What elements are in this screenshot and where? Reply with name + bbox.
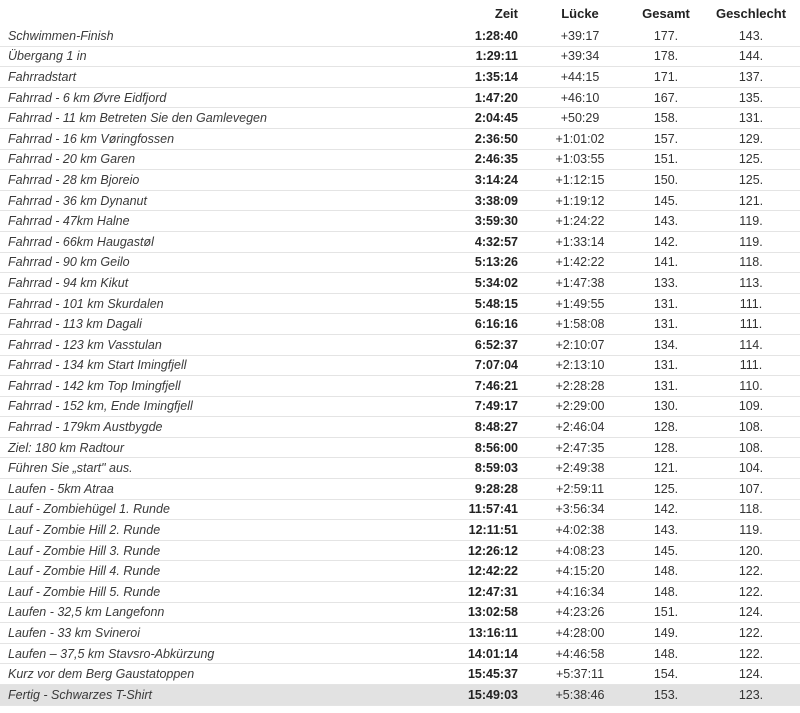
split-name: Fahrradstart — [0, 67, 430, 88]
split-time: 8:56:00 — [430, 437, 530, 458]
split-gap: +2:28:28 — [530, 376, 630, 397]
table-row — [0, 437, 800, 458]
rank-overall: 143. — [630, 211, 702, 232]
rank-overall: 148. — [630, 561, 702, 582]
split-gap: +2:46:04 — [530, 417, 630, 438]
split-time: 7:49:17 — [430, 396, 530, 417]
table-row — [0, 623, 800, 644]
table-row — [0, 417, 800, 438]
split-gap: +2:47:35 — [530, 437, 630, 458]
split-time: 5:48:15 — [430, 293, 530, 314]
header-zeit: Zeit — [494, 5, 518, 21]
rank-overall: 125. — [630, 479, 702, 500]
rank-overall: 150. — [630, 170, 702, 191]
split-time: 2:04:45 — [430, 108, 530, 129]
header-geschlecht: Geschlecht — [715, 5, 787, 21]
rank-gender: 124. — [702, 602, 800, 623]
split-gap: +1:24:22 — [530, 211, 630, 232]
rank-overall: 151. — [630, 602, 702, 623]
rank-overall: 142. — [630, 499, 702, 520]
split-time: 1:28:40 — [430, 26, 530, 46]
rank-overall: 131. — [630, 376, 702, 397]
split-gap: +4:08:23 — [530, 540, 630, 561]
split-name: Fahrrad - 16 km Vøringfossen — [0, 128, 430, 149]
split-gap: +1:19:12 — [530, 190, 630, 211]
split-gap: +4:15:20 — [530, 561, 630, 582]
split-name: Fahrrad - 123 km Vasstulan — [0, 334, 430, 355]
rank-gender: 120. — [702, 540, 800, 561]
rank-overall: 142. — [630, 231, 702, 252]
split-name: Lauf - Zombiehügel 1. Runde — [0, 499, 430, 520]
rank-overall: 148. — [630, 643, 702, 664]
split-gap: +2:13:10 — [530, 355, 630, 376]
rank-overall: 133. — [630, 273, 702, 294]
rank-gender: 131. — [702, 108, 800, 129]
table-row — [0, 190, 800, 211]
table-row — [0, 664, 800, 685]
split-name: Übergang 1 in — [0, 46, 430, 67]
rank-overall: 171. — [630, 67, 702, 88]
split-time: 7:46:21 — [430, 376, 530, 397]
rank-overall: 128. — [630, 437, 702, 458]
split-gap: +50:29 — [530, 108, 630, 129]
rank-gender: 125. — [702, 170, 800, 191]
header-luecke: Lücke — [561, 5, 599, 21]
split-time: 12:47:31 — [430, 582, 530, 603]
split-gap: +4:23:26 — [530, 602, 630, 623]
split-time: 13:02:58 — [430, 602, 530, 623]
split-gap: +1:58:08 — [530, 314, 630, 335]
split-name: Fahrrad - 66km Haugastøl — [0, 231, 430, 252]
split-gap: +3:56:34 — [530, 499, 630, 520]
split-time: 4:32:57 — [430, 231, 530, 252]
rank-overall: 134. — [630, 334, 702, 355]
table-row — [0, 128, 800, 149]
split-time: 1:47:20 — [430, 87, 530, 108]
split-time: 15:49:03 — [430, 685, 530, 706]
split-gap: +39:17 — [530, 26, 630, 46]
rank-gender: 135. — [702, 87, 800, 108]
table-row — [0, 479, 800, 500]
rank-gender: 121. — [702, 190, 800, 211]
rank-overall: 145. — [630, 190, 702, 211]
split-name: Lauf - Zombie Hill 3. Runde — [0, 540, 430, 561]
table-row — [0, 376, 800, 397]
split-name: Fahrrad - 101 km Skurdalen — [0, 293, 430, 314]
rank-gender: 122. — [702, 582, 800, 603]
rank-gender: 137. — [702, 67, 800, 88]
split-name: Fahrrad - 11 km Betreten Sie den Gamlevegen — [0, 108, 430, 129]
split-gap: +2:59:11 — [530, 479, 630, 500]
split-gap: +1:03:55 — [530, 149, 630, 170]
rank-overall: 131. — [630, 293, 702, 314]
table-row — [0, 355, 800, 376]
rank-gender: 104. — [702, 458, 800, 479]
rank-overall: 157. — [630, 128, 702, 149]
split-time: 5:34:02 — [430, 273, 530, 294]
rank-overall: 131. — [630, 355, 702, 376]
split-gap: +1:49:55 — [530, 293, 630, 314]
split-time: 8:48:27 — [430, 417, 530, 438]
table-row — [0, 458, 800, 479]
split-gap: +1:33:14 — [530, 231, 630, 252]
split-name: Fahrrad - 142 km Top Imingfjell — [0, 376, 430, 397]
table-row — [0, 540, 800, 561]
split-name: Fertig - Schwarzes T-Shirt — [0, 685, 430, 706]
split-name: Fahrrad - 36 km Dynanut — [0, 190, 430, 211]
table-row — [0, 499, 800, 520]
rank-gender: 114. — [702, 334, 800, 355]
split-name: Fahrrad - 113 km Dagali — [0, 314, 430, 335]
rank-gender: 107. — [702, 479, 800, 500]
rank-gender: 119. — [702, 211, 800, 232]
rank-gender: 111. — [702, 314, 800, 335]
split-name: Ziel: 180 km Radtour — [0, 437, 430, 458]
rank-overall: 130. — [630, 396, 702, 417]
table-row — [0, 170, 800, 191]
split-name: Fahrrad - 152 km, Ende Imingfjell — [0, 396, 430, 417]
rank-overall: 121. — [630, 458, 702, 479]
table-row — [0, 396, 800, 417]
split-name: Laufen - 33 km Svineroi — [0, 623, 430, 644]
rank-overall: 154. — [630, 664, 702, 685]
split-name: Führen Sie „start" aus. — [0, 458, 430, 479]
rank-overall: 145. — [630, 540, 702, 561]
split-time: 15:45:37 — [430, 664, 530, 685]
split-name: Laufen – 37,5 km Stavsro-Abkürzung — [0, 643, 430, 664]
split-gap: +5:38:46 — [530, 685, 630, 706]
split-name: Fahrrad - 90 km Geilo — [0, 252, 430, 273]
table-header-row — [0, 0, 800, 26]
split-gap: +1:12:15 — [530, 170, 630, 191]
split-time: 5:13:26 — [430, 252, 530, 273]
rank-overall: 151. — [630, 149, 702, 170]
split-name: Fahrrad - 134 km Start Imingfjell — [0, 355, 430, 376]
rank-overall: 149. — [630, 623, 702, 644]
rank-gender: 110. — [702, 376, 800, 397]
split-time: 14:01:14 — [430, 643, 530, 664]
split-gap: +1:01:02 — [530, 128, 630, 149]
table-row — [0, 293, 800, 314]
split-name: Lauf - Zombie Hill 5. Runde — [0, 582, 430, 603]
split-name: Schwimmen-Finish — [0, 26, 430, 46]
split-time: 2:36:50 — [430, 128, 530, 149]
split-gap: +44:15 — [530, 67, 630, 88]
split-time: 7:07:04 — [430, 355, 530, 376]
header-name — [0, 0, 430, 26]
rank-gender: 125. — [702, 149, 800, 170]
rank-gender: 144. — [702, 46, 800, 67]
table-row — [0, 26, 800, 46]
rank-gender: 111. — [702, 355, 800, 376]
split-gap: +46:10 — [530, 87, 630, 108]
table-row — [0, 334, 800, 355]
table-row — [0, 314, 800, 335]
rank-gender: 108. — [702, 417, 800, 438]
split-gap: +1:47:38 — [530, 273, 630, 294]
rank-gender: 122. — [702, 623, 800, 644]
table-row — [0, 67, 800, 88]
rank-gender: 143. — [702, 26, 800, 46]
split-time: 11:57:41 — [430, 499, 530, 520]
rank-overall: 158. — [630, 108, 702, 129]
table-row — [0, 561, 800, 582]
split-name: Lauf - Zombie Hill 4. Runde — [0, 561, 430, 582]
rank-overall: 177. — [630, 26, 702, 46]
split-time: 12:26:12 — [430, 540, 530, 561]
split-name: Lauf - Zombie Hill 2. Runde — [0, 520, 430, 541]
split-gap: +2:10:07 — [530, 334, 630, 355]
split-gap: +5:37:11 — [530, 664, 630, 685]
split-time: 12:42:22 — [430, 561, 530, 582]
rank-gender: 111. — [702, 293, 800, 314]
rank-overall: 167. — [630, 87, 702, 108]
table-row-final — [0, 685, 800, 706]
table-row — [0, 46, 800, 67]
split-gap: +4:46:58 — [530, 643, 630, 664]
split-time: 2:46:35 — [430, 149, 530, 170]
split-name: Fahrrad - 28 km Bjoreio — [0, 170, 430, 191]
rank-gender: 118. — [702, 252, 800, 273]
split-gap: +1:42:22 — [530, 252, 630, 273]
rank-gender: 118. — [702, 499, 800, 520]
rank-gender: 113. — [702, 273, 800, 294]
split-name: Fahrrad - 179km Austbygde — [0, 417, 430, 438]
split-time: 13:16:11 — [430, 623, 530, 644]
rank-gender: 122. — [702, 561, 800, 582]
split-name: Fahrrad - 47km Halne — [0, 211, 430, 232]
split-gap: +4:28:00 — [530, 623, 630, 644]
table-body — [0, 26, 800, 705]
table-row — [0, 231, 800, 252]
split-time: 3:38:09 — [430, 190, 530, 211]
table-row — [0, 582, 800, 603]
rank-overall: 153. — [630, 685, 702, 706]
split-name: Laufen - 32,5 km Langefonn — [0, 602, 430, 623]
split-name: Fahrrad - 20 km Garen — [0, 149, 430, 170]
rank-gender: 124. — [702, 664, 800, 685]
split-time: 12:11:51 — [430, 520, 530, 541]
rank-overall: 143. — [630, 520, 702, 541]
table-row — [0, 87, 800, 108]
split-gap: +39:34 — [530, 46, 630, 67]
split-time: 1:35:14 — [430, 67, 530, 88]
rank-overall: 128. — [630, 417, 702, 438]
split-name: Fahrrad - 6 km Øvre Eidfjord — [0, 87, 430, 108]
rank-overall: 148. — [630, 582, 702, 603]
split-time: 6:52:37 — [430, 334, 530, 355]
split-name: Kurz vor dem Berg Gaustatoppen — [0, 664, 430, 685]
rank-overall: 141. — [630, 252, 702, 273]
table-row — [0, 602, 800, 623]
table-row — [0, 211, 800, 232]
table-row — [0, 520, 800, 541]
split-time: 1:29:11 — [430, 46, 530, 67]
rank-gender: 119. — [702, 520, 800, 541]
split-time: 8:59:03 — [430, 458, 530, 479]
split-time: 3:14:24 — [430, 170, 530, 191]
table-row — [0, 273, 800, 294]
table-row — [0, 108, 800, 129]
split-gap: +4:16:34 — [530, 582, 630, 603]
rank-overall: 131. — [630, 314, 702, 335]
rank-gender: 122. — [702, 643, 800, 664]
table-row — [0, 252, 800, 273]
rank-gender: 109. — [702, 396, 800, 417]
split-gap: +2:29:00 — [530, 396, 630, 417]
split-gap: +4:02:38 — [530, 520, 630, 541]
split-name: Fahrrad - 94 km Kikut — [0, 273, 430, 294]
split-time: 3:59:30 — [430, 211, 530, 232]
rank-gender: 108. — [702, 437, 800, 458]
split-time: 6:16:16 — [430, 314, 530, 335]
header-gesamt: Gesamt — [642, 5, 690, 21]
rank-gender: 123. — [702, 685, 800, 706]
table-row — [0, 149, 800, 170]
split-gap: +2:49:38 — [530, 458, 630, 479]
table-row — [0, 643, 800, 664]
rank-gender: 129. — [702, 128, 800, 149]
split-time: 9:28:28 — [430, 479, 530, 500]
split-name: Laufen - 5km Atraa — [0, 479, 430, 500]
rank-overall: 178. — [630, 46, 702, 67]
rank-gender: 119. — [702, 231, 800, 252]
